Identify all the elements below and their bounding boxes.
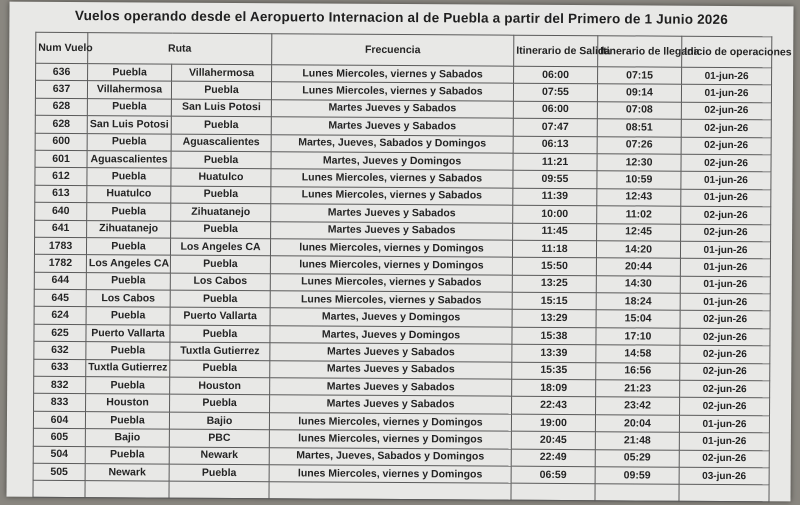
destination-cell: Puebla: [170, 360, 270, 378]
origin-cell: Puebla: [87, 168, 171, 186]
origin-cell: San Luis Potosi: [87, 116, 171, 134]
origin-cell: Villahermosa: [87, 81, 171, 99]
empty-cell: [679, 485, 769, 503]
destination-cell: Zihuatanejo: [171, 203, 271, 221]
flight-number-cell: 636: [36, 63, 88, 81]
start-date-cell: 01-jun-26: [680, 241, 770, 259]
flight-number-cell: 645: [34, 289, 86, 307]
empty-cell: [511, 484, 595, 502]
arrival-time-cell: 21:23: [596, 380, 680, 398]
start-date-cell: 01-jun-26: [680, 276, 770, 294]
empty-row: [33, 481, 769, 502]
arrival-time-cell: 08:51: [597, 119, 681, 137]
departure-time-cell: 22:43: [512, 397, 596, 415]
destination-cell: Puebla: [170, 325, 270, 343]
start-date-cell: 01-jun-26: [679, 432, 769, 450]
origin-cell: Los Angeles CA: [86, 255, 170, 273]
arrival-time-cell: 18:24: [596, 293, 680, 311]
start-date-cell: 01-jun-26: [681, 172, 771, 190]
header-frecuencia: Frecuencia: [272, 34, 514, 66]
empty-cell: [169, 481, 269, 499]
origin-cell: Puebla: [85, 411, 169, 429]
departure-time-cell: 11:18: [512, 240, 596, 258]
arrival-time-cell: 16:56: [596, 362, 680, 380]
frequency-cell: Martes Jueves y Sabados: [271, 221, 513, 240]
frequency-cell: Lunes Miercoles, viernes y Sabados: [272, 65, 514, 84]
departure-time-cell: 06:00: [513, 101, 597, 119]
origin-cell: Los Cabos: [86, 290, 170, 308]
departure-time-cell: 06:59: [511, 466, 595, 484]
flight-number-cell: 833: [34, 394, 86, 412]
flight-number-cell: 604: [33, 411, 85, 429]
origin-cell: Puebla: [86, 377, 170, 395]
arrival-time-cell: 11:02: [597, 206, 681, 224]
start-date-cell: 02-jun-26: [679, 450, 769, 468]
start-date-cell: 02-jun-26: [681, 206, 771, 224]
arrival-time-cell: 09:59: [595, 467, 679, 485]
arrival-time-cell: 12:43: [597, 188, 681, 206]
frequency-cell: Lunes Miercoles, viernes y Sabados: [270, 291, 512, 310]
destination-cell: San Luis Potosi: [171, 99, 271, 117]
departure-time-cell: 13:39: [512, 344, 596, 362]
departure-time-cell: 09:55: [513, 171, 597, 189]
arrival-time-cell: 05:29: [595, 449, 679, 467]
start-date-cell: 02-jun-26: [681, 137, 771, 155]
origin-cell: Houston: [86, 394, 170, 412]
origin-cell: Puebla: [86, 237, 170, 255]
flight-number-cell: 600: [35, 133, 87, 151]
departure-time-cell: 19:00: [511, 414, 595, 432]
empty-cell: [85, 481, 169, 499]
frequency-cell: Martes Jueves y Sabados: [270, 360, 512, 379]
arrival-time-cell: 14:30: [596, 275, 680, 293]
frequency-cell: lunes Miercoles, viernes y Domingos: [270, 239, 512, 258]
start-date-cell: 01-jun-26: [680, 259, 770, 277]
origin-cell: Aguascalientes: [87, 151, 171, 169]
frequency-cell: Martes, Jueves y Domingos: [270, 326, 512, 345]
flight-number-cell: 625: [34, 324, 86, 342]
frequency-cell: Martes Jueves y Sabados: [271, 99, 513, 118]
flight-number-cell: 613: [35, 185, 87, 203]
arrival-time-cell: 07:26: [597, 136, 681, 154]
frequency-cell: Lunes Miercoles, viernes y Sabados: [271, 186, 513, 205]
departure-time-cell: 13:25: [512, 275, 596, 293]
origin-cell: Puebla: [85, 446, 169, 464]
origin-cell: Puebla: [86, 342, 170, 360]
start-date-cell: 03-jun-26: [679, 467, 769, 485]
arrival-time-cell: 20:44: [596, 258, 680, 276]
header-inicio: Inicio de operaciones: [682, 36, 772, 68]
origin-cell: Tuxtla Gutierrez: [86, 359, 170, 377]
header-row: [36, 32, 772, 67]
flight-number-cell: 612: [35, 168, 87, 186]
start-date-cell: 01-jun-26: [680, 293, 770, 311]
start-date-cell: 02-jun-26: [680, 363, 770, 381]
start-date-cell: 02-jun-26: [680, 380, 770, 398]
destination-cell: Puebla: [169, 464, 269, 482]
destination-cell: Bajio: [169, 412, 269, 430]
start-date-cell: 01-jun-26: [681, 189, 771, 207]
destination-cell: Tuxtla Gutierrez: [170, 342, 270, 360]
origin-cell: Bajio: [85, 429, 169, 447]
flight-number-cell: 605: [33, 428, 85, 446]
destination-cell: Houston: [170, 377, 270, 395]
arrival-time-cell: 20:04: [595, 415, 679, 433]
arrival-time-cell: 23:42: [596, 397, 680, 415]
arrival-time-cell: 14:58: [596, 345, 680, 363]
origin-cell: Puebla: [87, 203, 171, 221]
start-date-cell: 02-jun-26: [680, 345, 770, 363]
flight-number-cell: 1783: [34, 237, 86, 255]
frequency-cell: lunes Miercoles, viernes y Domingos: [269, 430, 511, 449]
origin-cell: Puebla: [86, 272, 170, 290]
destination-cell: Puebla: [171, 151, 271, 169]
departure-time-cell: 15:50: [512, 257, 596, 275]
arrival-time-cell: 21:48: [595, 432, 679, 450]
flight-number-cell: 628: [35, 98, 87, 116]
destination-cell: Los Cabos: [170, 273, 270, 291]
origin-cell: Puebla: [87, 133, 171, 151]
frequency-cell: Lunes Miercoles, viernes y Sabados: [270, 273, 512, 292]
departure-time-cell: 13:29: [512, 310, 596, 328]
origin-cell: Puerto Vallarta: [86, 324, 170, 342]
destination-cell: Newark: [169, 447, 269, 465]
frequency-cell: Martes, Jueves, Sabados y Domingos: [271, 134, 513, 153]
origin-cell: Puebla: [86, 307, 170, 325]
departure-time-cell: 15:35: [512, 362, 596, 380]
flight-number-cell: 641: [35, 220, 87, 238]
flight-number-cell: 628: [35, 115, 87, 133]
departure-time-cell: 06:00: [514, 66, 598, 84]
departure-time-cell: 06:13: [513, 136, 597, 154]
start-date-cell: 01-jun-26: [681, 85, 771, 103]
start-date-cell: 02-jun-26: [680, 398, 770, 416]
destination-cell: Puebla: [171, 221, 271, 239]
departure-time-cell: 07:55: [513, 84, 597, 102]
frequency-cell: lunes Miercoles, viernes y Domingos: [269, 465, 511, 484]
destination-cell: PBC: [169, 429, 269, 447]
empty-cell: [269, 482, 511, 500]
frequency-cell: Martes Jueves y Sabados: [271, 117, 513, 136]
destination-cell: Huatulco: [171, 168, 271, 186]
origin-cell: Puebla: [87, 98, 171, 116]
frequency-cell: Lunes Miercoles, viernes y Sabados: [271, 82, 513, 101]
flight-schedule-table: [32, 32, 792, 503]
flight-number-cell: 637: [35, 81, 87, 99]
flight-number-cell: 633: [34, 359, 86, 377]
destination-cell: Puebla: [170, 290, 270, 308]
header-salida: Itinerario de Salida: [514, 35, 598, 67]
arrival-time-cell: 07:08: [597, 101, 681, 119]
frequency-cell: Martes Jueves y Sabados: [270, 395, 512, 414]
arrival-time-cell: 14:20: [596, 241, 680, 259]
start-date-cell: 02-jun-26: [681, 154, 771, 172]
destination-cell: Puebla: [171, 116, 271, 134]
departure-time-cell: 22:49: [511, 449, 595, 467]
arrival-time-cell: 17:10: [596, 328, 680, 346]
destination-cell: Puebla: [170, 395, 270, 413]
empty-cell: [33, 481, 85, 498]
start-date-cell: 02-jun-26: [681, 102, 771, 120]
arrival-time-cell: 12:30: [597, 154, 681, 172]
departure-time-cell: 15:15: [512, 292, 596, 310]
destination-cell: Puebla: [171, 186, 271, 204]
frequency-cell: Martes, Jueves y Domingos: [271, 152, 513, 171]
start-date-cell: 01-jun-26: [682, 67, 772, 85]
destination-cell: Puebla: [170, 255, 270, 273]
start-date-cell: 02-jun-26: [680, 328, 770, 346]
header-ruta: Ruta: [88, 33, 272, 65]
frequency-cell: Martes Jueves y Sabados: [271, 204, 513, 223]
departure-time-cell: 20:45: [511, 431, 595, 449]
destination-cell: Los Angeles CA: [170, 238, 270, 256]
header-llegada: Itinerario de llegada: [598, 36, 682, 68]
start-date-cell: 02-jun-26: [680, 311, 770, 329]
frequency-cell: lunes Miercoles, viernes y Domingos: [269, 413, 511, 432]
frequency-cell: lunes Miercoles, viernes y Domingos: [270, 256, 512, 275]
start-date-cell: 01-jun-26: [679, 415, 769, 433]
flight-number-cell: 601: [35, 150, 87, 168]
frequency-cell: Martes, Jueves, Sabados y Domingos: [269, 447, 511, 466]
arrival-time-cell: 15:04: [596, 310, 680, 328]
header-num-vuelo: Num Vuelo: [36, 32, 88, 63]
page-title: Vuelos operando desde el Aeropuerto Internacion al de Puebla a partir del Primero de 1 Junio 2026: [74, 8, 729, 27]
frequency-cell: Martes Jueves y Sabados: [270, 343, 512, 362]
start-date-cell: 02-jun-26: [681, 224, 771, 242]
start-date-cell: 02-jun-26: [681, 119, 771, 137]
destination-cell: Aguascalientes: [171, 134, 271, 152]
flight-number-cell: 1782: [34, 255, 86, 273]
departure-time-cell: 11:39: [513, 188, 597, 206]
flight-number-cell: 624: [34, 307, 86, 325]
flight-number-cell: 632: [34, 342, 86, 360]
origin-cell: Zihuatanejo: [87, 220, 171, 238]
arrival-time-cell: 12:45: [597, 223, 681, 241]
empty-cell: [595, 484, 679, 502]
flight-number-cell: 505: [33, 463, 85, 481]
schedule-sheet: [6, 2, 793, 502]
flight-number-cell: 504: [33, 446, 85, 464]
departure-time-cell: 07:47: [513, 118, 597, 136]
departure-time-cell: 11:45: [513, 223, 597, 241]
origin-cell: Newark: [85, 464, 169, 482]
arrival-time-cell: 07:15: [598, 67, 682, 85]
origin-cell: Puebla: [88, 64, 172, 82]
flight-number-cell: 644: [34, 272, 86, 290]
flight-number-cell: 640: [35, 202, 87, 220]
departure-time-cell: 15:38: [512, 327, 596, 345]
departure-time-cell: 18:09: [512, 379, 596, 397]
arrival-time-cell: 10:59: [597, 171, 681, 189]
departure-time-cell: 10:00: [513, 205, 597, 223]
frequency-cell: Lunes Miercoles, viernes y Sabados: [271, 169, 513, 188]
frequency-cell: Martes, Jueves y Domingos: [270, 308, 512, 327]
destination-cell: Puebla: [171, 81, 271, 99]
destination-cell: Villahermosa: [172, 64, 272, 82]
origin-cell: Huatulco: [87, 185, 171, 203]
arrival-time-cell: 09:14: [597, 84, 681, 102]
flight-number-cell: 832: [34, 376, 86, 394]
frequency-cell: Martes Jueves y Sabados: [270, 378, 512, 397]
destination-cell: Puerto Vallarta: [170, 308, 270, 326]
departure-time-cell: 11:21: [513, 153, 597, 171]
